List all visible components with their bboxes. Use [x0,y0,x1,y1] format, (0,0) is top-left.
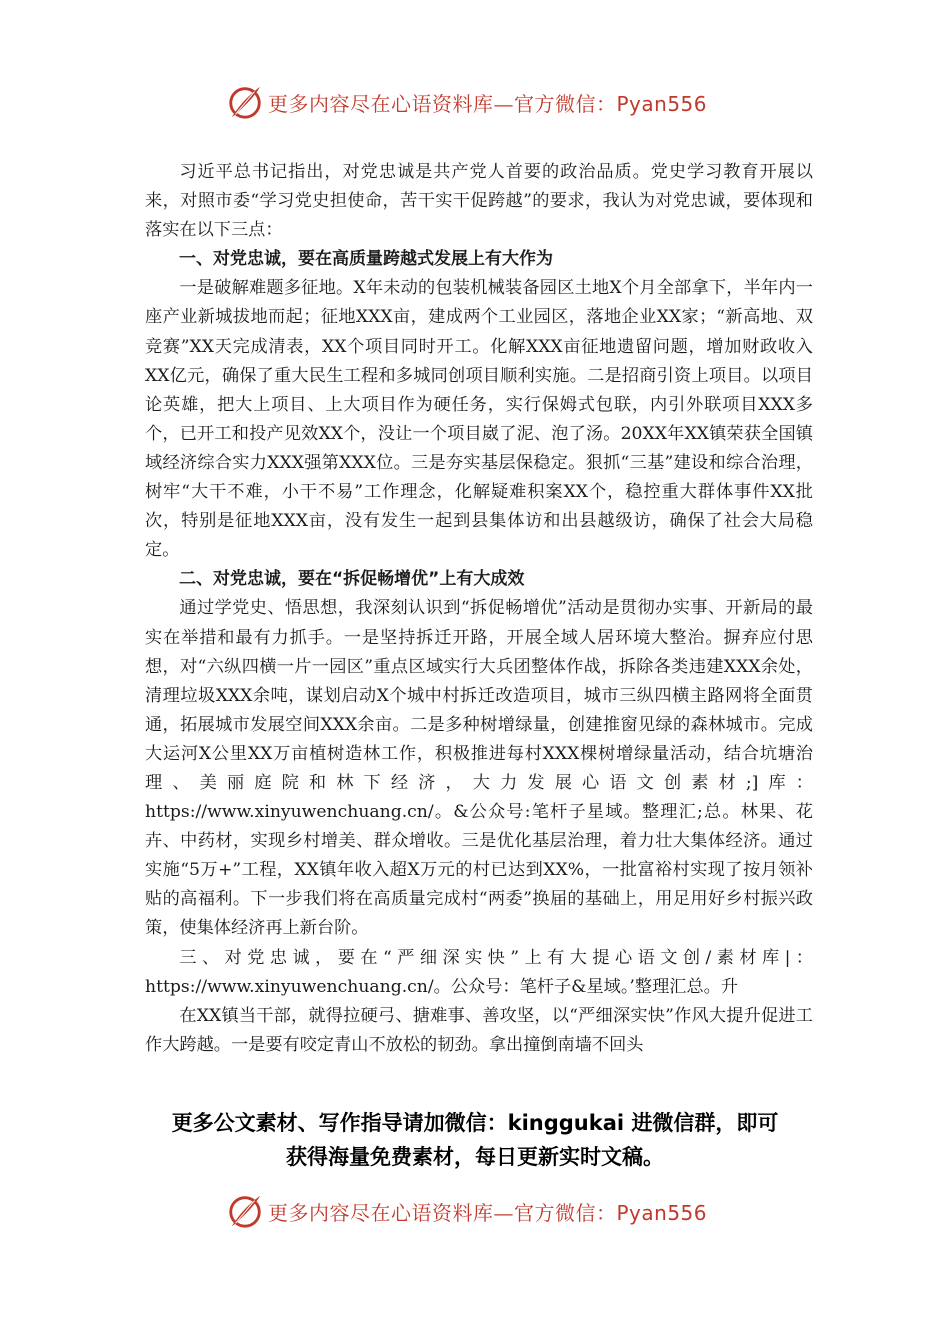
section-heading-1: 一、对党忠诚，要在高质量跨越式发展上有大作为 [179,249,553,270]
header-banner-text: 更多内容尽在心语资料库—官方微信：Pyan556 [268,91,708,116]
section-3-paragraph: 在XX镇当干部，就得拉硬弓、搪难事、善攻坚，以“严细深实快”作风大提升促进工作大跨越。一是要有咬定青山不放松的韧劲。拿出撞倒南墙不回头 [145,1005,813,1055]
feather-pen-logo-icon [226,83,264,121]
promo-line-2: 获得海量免费素材，每日更新实时文稿。 [286,1145,664,1169]
document-body [145,158,813,1060]
section-heading-3: 三、对党忠诚，要在“严细深实快”上有大提心语文创/素材库|：https://www.xinyuwenchuang.cn/。公众号：笔杆子&星域。’整理汇总。升 [145,947,813,997]
header-banner [226,82,707,122]
header-wechat-id: Pyan556 [616,91,708,116]
footer-banner-text: 更多内容尽在心语资料库—官方微信：Pyan556 [268,1200,708,1225]
section-1-paragraph: 一是破解难题多征地。X年未动的包装机械装备园区土地X个月全部拿下，半年内一座产业新城拔地而起；征地XXX亩，建成两个工业园区，落地企业XX家；“新高地、双竞赛”XX天完成清表，XX个项目同时开工。化解XXX亩征地遗留问题，增加财政收入XX亿元，确保了重大民生工程和多城同创项目顺利实施。二是招商引资上项目。以项目论英雄，把大上项目、上大项目作为硬任务，实行保姆式包联，内引外联项目XXX多个，已开工和投产见效XX个，没让一个项目崴了泥、泡了汤。20XX年XX镇荣获全国镇域经济综合实力XXX强第XXX位。三是夯实基层保稳定。狠抓“三基”建设和综合治理，树牢“大干不难，小干不易”工作理念，化解疑难积案XX个，稳控重大群体事件XX批次，特别是征地XXX亩，没有发生一起到县集体访和出县越级访，确保了社会大局稳定。 [145,278,813,561]
footer-banner [226,1191,707,1231]
section-heading-2: 二、对党忠诚，要在“拆促畅增优”上有大成效 [179,569,525,590]
footer-wechat-id: Pyan556 [616,1200,708,1225]
promo-notice [100,1106,850,1174]
section-2-paragraph: 通过学党史、悟思想，我深刻认识到“拆促畅增优”活动是贯彻办实事、开新局的最实在举措和最有力抓手。一是坚持拆迁开路，开展全域人居环境大整治。摒弃应付思想，对“六纵四横一片一园区”重点区域实行大兵团整体作战，拆除各类违建XXX余处，清理垃圾XXX余吨，谋划启动X个城中村拆迁改造项目，城市三纵四横主路网将全面贯通，拓展城市发展空间XXX余亩。二是多种树增绿量，创建推窗见绿的森林城市。完成大运河X公里XX万亩植树造林工作，积极推进每村XXX棵树增绿量活动，结合坑塘治理、美丽庭院和林下经济，大力发展心语文创素材;]库：https://www.xinyuwenchuang.cn/。&公众号:笔杆子星域。整理汇;总。林果、花卉、中药材，实现乡村增美、群众增收。三是优化基层治理，着力壮大集体经济。通过实施“5万+”工程，XX镇年收入超X万元的村已达到XX%，一批富裕村实现了按月领补贴的高福利。下一步我们将在高质量完成村“两委”换届的基础上，用足用好乡村振兴政策，使集体经济再上新台阶。 [145,598,813,939]
intro-paragraph: 习近平总书记指出，对党忠诚是共产党人首要的政治品质。党史学习教育开展以来，对照市委“学习党史担使命，苦干实干促跨越”的要求，我认为对党忠诚，要体现和落实在以下三点： [145,162,813,241]
feather-pen-logo-icon [226,1192,264,1230]
promo-line-1: 更多公文素材、写作指导请加微信：kinggukai 进微信群，即可 [171,1111,779,1135]
